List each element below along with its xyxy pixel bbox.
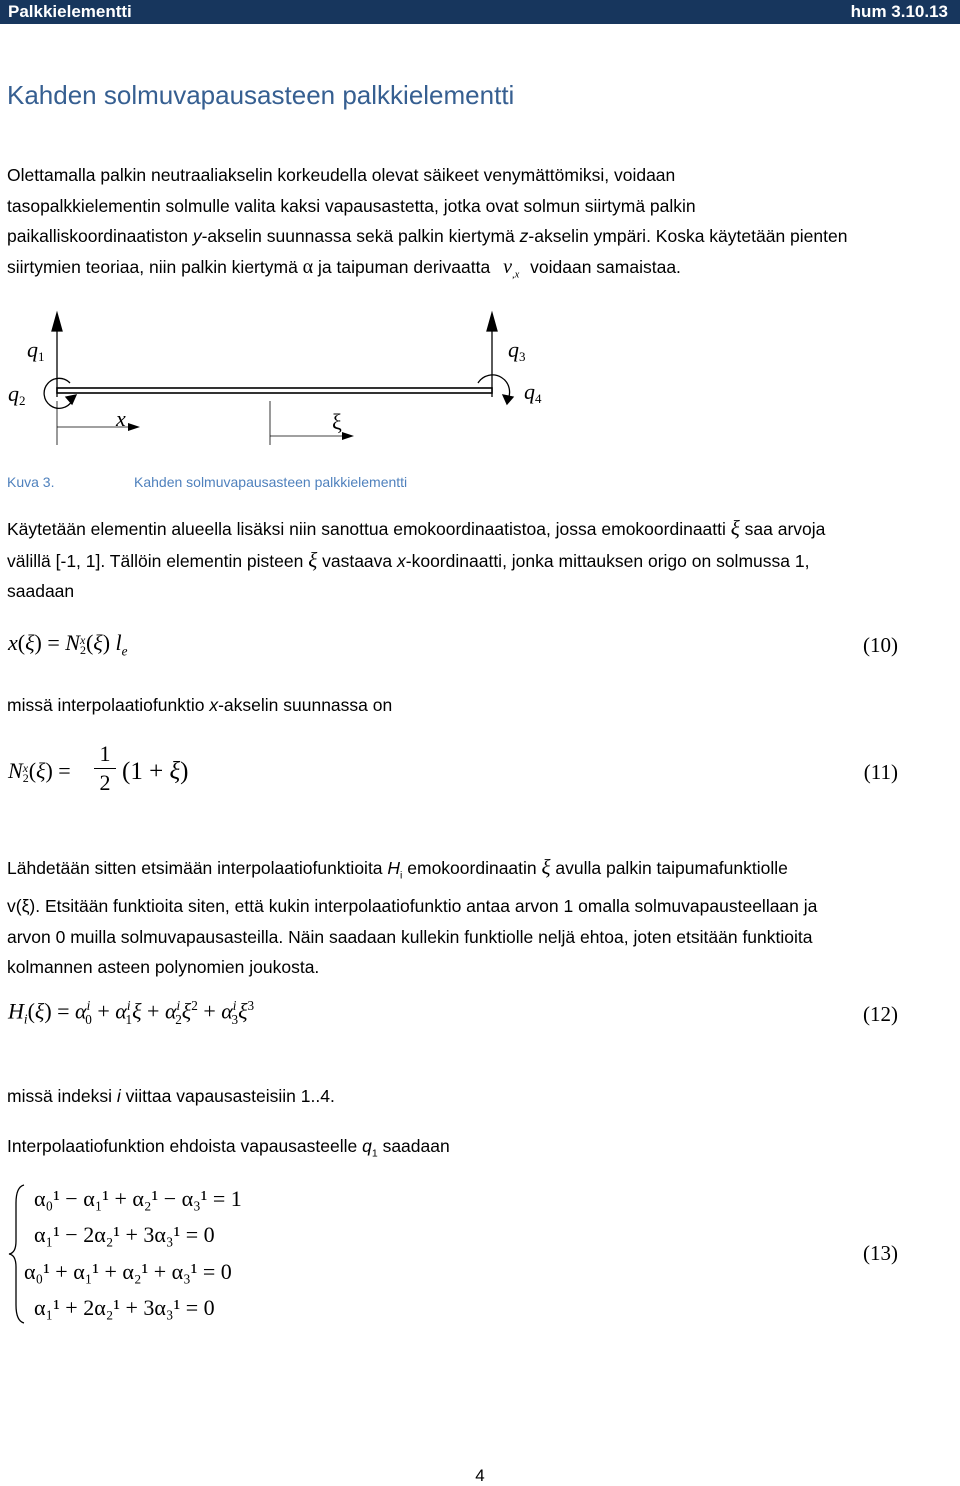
- p4-line-1: [7, 852, 955, 891]
- intro-paragraph: [7, 160, 955, 291]
- equation-13-row-1: α₀¹ − α₁¹ + α₂¹ − α₃¹ = 1: [34, 1186, 242, 1211]
- label-x: x: [116, 406, 126, 431]
- text: Käytetään elementin alueella lisäksi niin sanottua emokoordinaatistoa, jossa emokoordinaatti: [7, 519, 731, 539]
- text: missä indeksi: [7, 1086, 117, 1106]
- label-q4: q4: [524, 379, 542, 406]
- p4-line-4: kolmannen asteen polynomien joukosta.: [7, 957, 320, 977]
- text: avulla palkin taipumafunktiolle: [550, 858, 788, 878]
- figure-caption-label: Kuva 3.: [7, 474, 55, 490]
- page-number: 4: [475, 1466, 485, 1485]
- equation-13-row-2: α₁¹ − 2α₂¹ + 3α₃¹ = 0: [34, 1222, 215, 1247]
- q4-rotation-head: [503, 395, 513, 404]
- page-header: [0, 0, 960, 24]
- equation-10-number: (10): [863, 633, 898, 657]
- subscript-x: ,x: [511, 269, 520, 280]
- p2-line-1: [7, 513, 955, 545]
- symbol-xi: ξ: [308, 547, 318, 572]
- var-z: z: [519, 226, 529, 246]
- label-xi: ξ: [332, 409, 342, 434]
- text: viittaa vapausasteisiin 1..4.: [120, 1086, 335, 1106]
- label-q1: q1: [27, 337, 45, 364]
- var-v: v: [503, 255, 512, 278]
- paragraph-5: [7, 1081, 955, 1112]
- text: saa arvoja: [739, 519, 826, 539]
- text: voidaan samaistaa.: [525, 256, 681, 277]
- equation-11-number: (11): [863, 760, 898, 784]
- text: -akselin ympäri. Koska käytetään pienten: [528, 226, 848, 246]
- subscript-1: 1: [371, 1147, 378, 1160]
- p2-line-2: [7, 545, 955, 577]
- beam-figure: [0, 305, 600, 465]
- q3-arrow-head: [487, 313, 497, 331]
- text: -akselin suunnassa on: [218, 695, 393, 715]
- var-H: H: [387, 858, 401, 878]
- figure-caption-text: Kahden solmuvapausasteen palkkielementti: [134, 474, 408, 490]
- equation-13-row-4: α₁¹ + 2α₂¹ + 3α₃¹ = 0: [34, 1295, 215, 1320]
- intro-line-4: [7, 252, 955, 291]
- beam-body: [57, 388, 492, 393]
- paragraph-4: [7, 852, 955, 983]
- var-x: x: [209, 695, 219, 715]
- text: saadaan: [377, 1136, 450, 1156]
- text: siirtymien teoriaa, niin palkin kiertymä: [7, 256, 303, 277]
- text: paikalliskoordinaatiston: [7, 226, 193, 246]
- xi-axis-head: [342, 432, 354, 440]
- intro-line-2: tasopalkkielementin solmulle valita kaksi vapausastetta, jotka ovat solmun siirtymä palkin: [7, 195, 696, 216]
- equation-10: x(ξ) = Nx 2(ξ) $l_e$: [8, 630, 128, 659]
- equation-13-row-3: α₀¹ + α₁¹ + α₂¹ + α₃¹ = 0: [24, 1259, 232, 1284]
- text: emokoordinaatin: [402, 858, 542, 878]
- subscript-i: i: [400, 869, 403, 882]
- p2-line-3: saadaan: [7, 581, 75, 601]
- q1-arrow-head: [52, 313, 62, 331]
- equation-13-brace: [6, 1183, 28, 1325]
- intro-line-3: [7, 221, 955, 252]
- equation-13-number: (13): [863, 1241, 898, 1265]
- symbol-xi: ξ: [730, 516, 740, 540]
- equation-12-number: (12): [863, 1002, 898, 1026]
- paragraph-3: [7, 690, 955, 721]
- label-q3: q3: [508, 337, 526, 364]
- text: vastaava: [317, 550, 398, 571]
- symbol-alpha: α: [302, 255, 314, 278]
- label-q2: q2: [8, 381, 26, 408]
- equation-12: $H_i(\xi) = \alpha^i_0 + \alpha^i_1\xi + \alpha^i_2\xi^2 + \alpha^i_3\xi^3$: [8, 998, 255, 1027]
- text: välillä [-1, 1]. Tällöin elementin pisteen: [7, 550, 309, 571]
- p4-line-2: v(ξ). Etsitään funktioita siten, että kukin interpolaatiofunktio antaa arvon 1 omalla solmuvapausteellaan ja: [7, 896, 818, 916]
- var-y: y: [192, 226, 202, 246]
- text: -koordinaatti, jonka mittauksen origo on solmussa 1,: [405, 550, 810, 571]
- var-i: i: [116, 1086, 121, 1106]
- header-date: hum 3.10.13: [850, 2, 948, 21]
- p4-line-3: arvon 0 muilla solmuvapausasteilla. Näin saadaan kullekin funktiolle neljä ehtoa, joten etsitään funktioita: [7, 926, 813, 947]
- symbol-xi: ξ: [541, 855, 551, 879]
- var-x: x: [397, 550, 406, 571]
- intro-line-1: Olettamalla palkin neutraaliakselin korkeudella olevat säikeet venymättömiksi, voidaan: [7, 165, 676, 185]
- paragraph-6: [7, 1131, 955, 1169]
- text: -akselin suunnassa sekä palkin kiertymä: [201, 226, 520, 246]
- x-axis-head: [128, 423, 140, 431]
- header-title: Palkkielementti: [8, 2, 132, 21]
- text: ja taipuman derivaatta: [313, 256, 496, 277]
- text: Lähdetään sitten etsimään interpolaatiofunktioita: [7, 858, 388, 878]
- text: missä interpolaatiofunktio: [7, 695, 210, 715]
- paragraph-2: [7, 513, 955, 607]
- text: Interpolaatiofunktion ehdoista vapausasteelle: [7, 1136, 363, 1156]
- section-title: Kahden solmuvapausasteen palkkielementti: [7, 80, 515, 110]
- var-q: q: [362, 1136, 372, 1156]
- q2-rotation-head: [66, 395, 76, 404]
